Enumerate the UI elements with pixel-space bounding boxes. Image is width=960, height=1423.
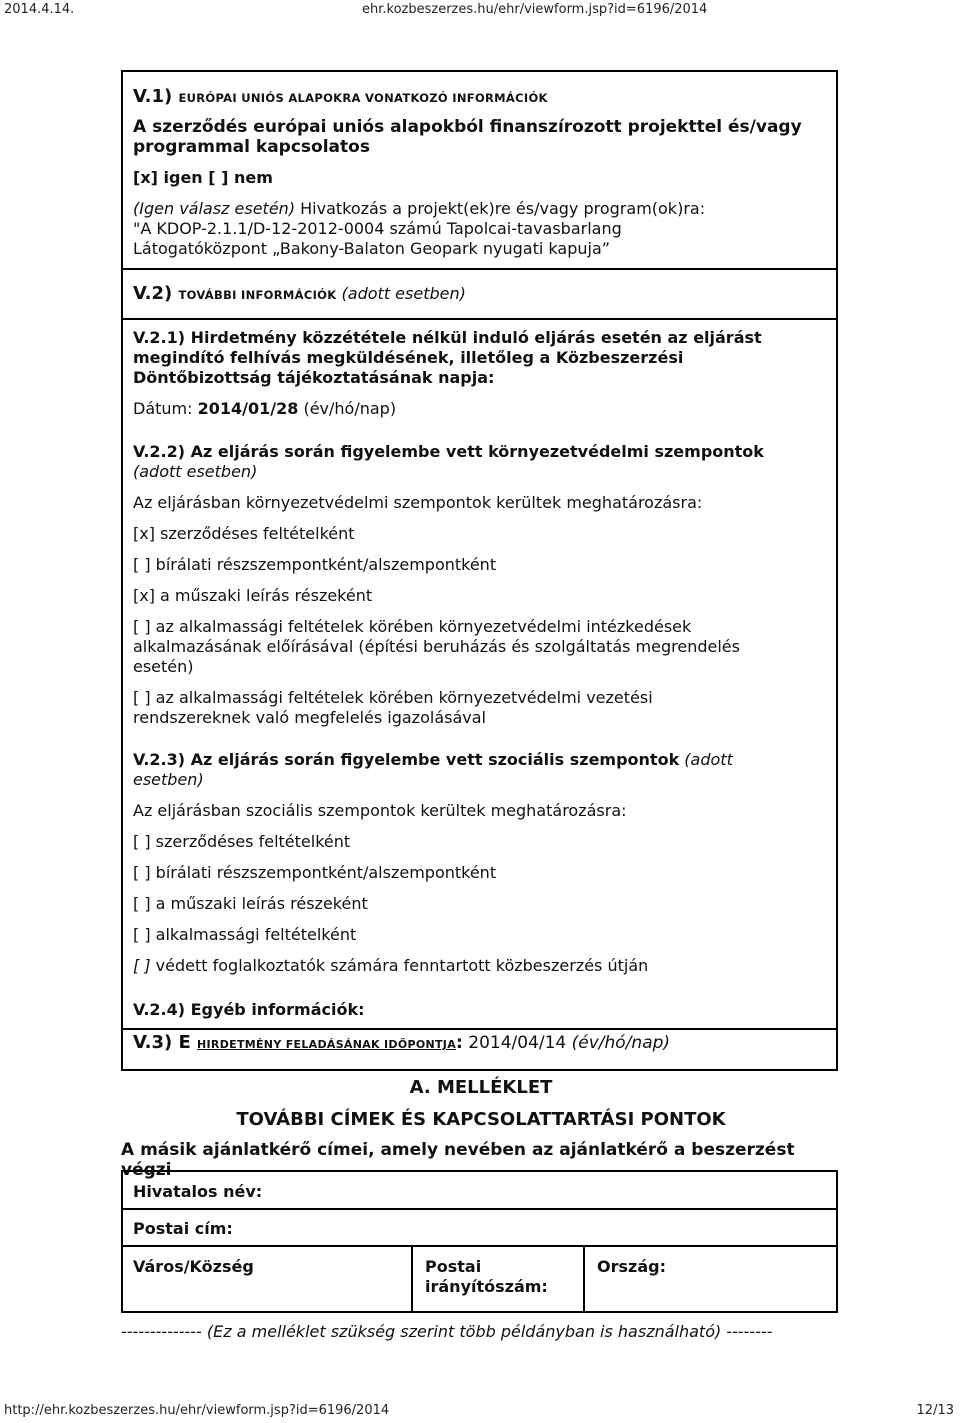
print-date: 2014.4.14. <box>4 2 75 17</box>
v22-option-3: [x] a műszaki leírás részeként <box>133 586 373 605</box>
v22-option-5-line2: rendszereknek való megfelelés igazolásával <box>133 708 486 727</box>
table-row-divider-1 <box>121 1208 838 1210</box>
postcode-label: Postai irányítószám: <box>425 1257 548 1296</box>
table-row-divider-2 <box>121 1245 838 1247</box>
divider-v21 <box>121 318 838 320</box>
v23-title-tail: esetben) <box>133 770 204 789</box>
v24-title: V.2.4) Egyéb információk: <box>133 1000 365 1019</box>
print-header <box>0 0 960 22</box>
v22-option-1: [x] szerződéses feltételként <box>133 524 355 543</box>
section-v21 <box>133 328 823 419</box>
v1-answer: [x] igen [ ] nem <box>133 168 273 187</box>
v1-heading: V.1) EURÓPAI UNIÓS ALAPOKRA VONATKOZÓ INFORMÁCIÓK <box>133 86 548 107</box>
city-label: Város/Község <box>133 1257 254 1276</box>
v21-title-line2: megindító felhívás megküldésének, illetőleg a Közbeszerzési <box>133 348 684 367</box>
official-name-label: Hivatalos név: <box>133 1182 263 1201</box>
v23-title: V.2.3) Az eljárás során figyelembe vett szociális szempontok (adott <box>133 750 733 769</box>
v22-option-4-line3: esetén) <box>133 657 194 676</box>
v22-option-2: [ ] bírálati részszempontként/alszempontként <box>133 555 497 574</box>
annex-title: A. MELLÉKLET <box>409 1077 553 1098</box>
v1-reference: (Igen válasz esetén) Hivatkozás a projekt(ek)re és/vagy program(ok)ra: <box>133 199 706 218</box>
v23-option-5: [ ] védett foglalkoztatók számára fenntartott közbeszerzés útján <box>133 956 649 975</box>
v21-date: Dátum: 2014/01/28 (év/hó/nap) <box>133 399 397 418</box>
section-v23 <box>133 750 823 976</box>
page-number: 12/13 <box>916 1403 954 1418</box>
section-v3: V.3) E HIRDETMÉNY FELADÁSÁNAK IDŐPONTJA: 2014/04/14 (év/hó/nap) <box>133 1032 671 1053</box>
v23-option-4: [ ] alkalmassági feltételként <box>133 925 357 944</box>
postal-address-label: Postai cím: <box>133 1219 233 1238</box>
v1-question-line1: A szerződés európai uniós alapokból finanszírozott projekttel és/vagy <box>133 117 802 137</box>
annex-subtitle: TOVÁBBI CÍMEK ÉS KAPCSOLATTARTÁSI PONTOK <box>236 1109 726 1130</box>
v22-option-4-line1: [ ] az alkalmassági feltételek körében környezetvédelmi intézkedések <box>133 617 692 636</box>
v22-title-tail: (adott esetben) <box>133 462 258 481</box>
v1-reference-value-line1: "A KDOP-2.1.1/D-12-2012-0004 számú Tapolcai-tavasbarlang <box>133 219 622 238</box>
v22-option-5-line1: [ ] az alkalmassági feltételek körében környezetvédelmi vezetési <box>133 688 653 707</box>
section-v1 <box>133 86 823 259</box>
v22-title: V.2.2) Az eljárás során figyelembe vett környezetvédelmi szempontok <box>133 442 764 461</box>
print-footer-url: http://ehr.kozbeszerzes.hu/ehr/viewform.jsp?id=6196/2014 <box>4 1403 390 1418</box>
country-label: Ország: <box>597 1257 666 1276</box>
v21-title-line1: V.2.1) Hirdetmény közzététele nélkül induló eljárás esetén az eljárást <box>133 328 762 347</box>
annex-intro: A másik ajánlatkérő címei, amely nevében az ajánlatkérő a beszerzést végzi <box>121 1140 795 1180</box>
section-v24 <box>133 1000 823 1020</box>
section-v22 <box>133 442 823 728</box>
print-header-url: ehr.kozbeszerzes.hu/ehr/viewform.jsp?id=6196/2014 <box>362 2 708 17</box>
v23-intro: Az eljárásban szociális szempontok kerültek meghatározásra: <box>133 801 627 820</box>
table-col-divider-2 <box>583 1245 585 1313</box>
section-v2-heading: V.2) TOVÁBBI INFORMÁCIÓK (adott esetben) <box>133 283 466 304</box>
v23-option-2: [ ] bírálati részszempontként/alszempontként <box>133 863 497 882</box>
v1-question-line2: programmal kapcsolatos <box>133 137 370 157</box>
v22-option-4-line2: alkalmazásának előírásával (építési beruházás és szolgáltatás megrendelés <box>133 637 740 656</box>
v21-title-line3: Döntőbizottság tájékoztatásának napja: <box>133 368 495 387</box>
table-col-divider-1 <box>411 1245 413 1313</box>
annex-note: -------------- (Ez a melléklet szükség szerint több példányban is használható) -------- <box>121 1322 773 1341</box>
divider-v1-v2 <box>121 268 838 270</box>
v23-option-1: [ ] szerződéses feltételként <box>133 832 351 851</box>
v1-reference-value-line2: Látogatóközpont „Bakony-Balaton Geopark nyugati kapuja” <box>133 239 611 258</box>
v23-option-3: [ ] a műszaki leírás részeként <box>133 894 368 913</box>
divider-v3 <box>121 1028 838 1030</box>
v22-intro: Az eljárásban környezetvédelmi szempontok kerültek meghatározásra: <box>133 493 703 512</box>
